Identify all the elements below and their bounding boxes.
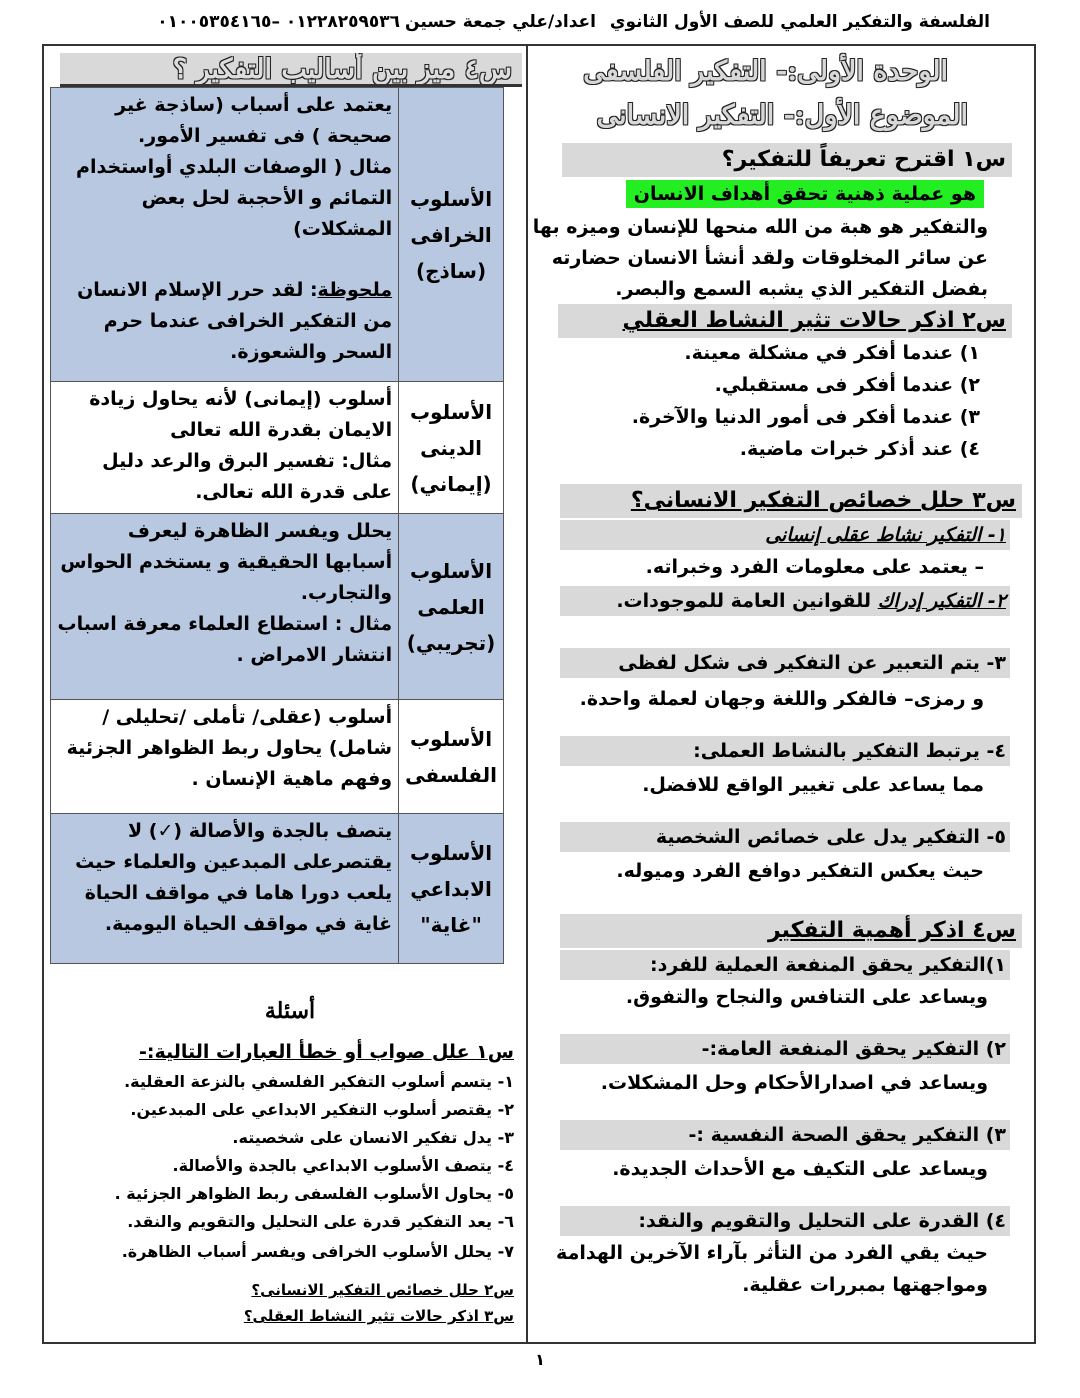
q3-item-1-detail: – يعتمد على معلومات الفرد وخبراته. <box>645 556 984 578</box>
q3-item-5-detail: حيث يعكس التفكير دوافع الفرد وميوله. <box>616 860 984 882</box>
q2-title: س٢ اذكر حالات تثير النشاط العقلي <box>558 304 1012 338</box>
method-name: الأسلوب الدينى (إيماني) <box>399 382 504 514</box>
questions-q1-title: س١ علل صواب أو خطأ العبارات التالية:- <box>139 1041 514 1063</box>
methods-table <box>50 87 504 964</box>
header-author: اعداد/علي جمعة حسين <box>405 12 596 32</box>
method-desc: أسلوب (عقلى/ تأملى /تحليلى / شامل) يحاول ربط الظواهر الجزئية وفهم ماهية الإنسان . <box>51 700 399 814</box>
q3-title: س٣ حلل خصائص التفكير الانسانى؟ <box>560 484 1022 518</box>
q1-line-1: والتفكير هو هبة من الله منحها للإنسان وميزه بها <box>532 216 988 238</box>
q2-item-2: ٢) عندما أفكر فى مستقبلي. <box>714 374 980 396</box>
method-name: الأسلوب العلمى (تجريبي) <box>399 514 504 700</box>
statement-4: ٤- يتصف الأسلوب الابداعي بالجدة والأصالة. <box>172 1156 514 1175</box>
header-phones: ٠١٢٢٨٢٥٩٥٣٦ –٠١٠٠٥٣٥٤١٦٥ <box>157 12 400 32</box>
topic-title: الموضوع الأول:- التفكير الانسانى <box>596 100 968 131</box>
table-row <box>51 88 504 382</box>
q2-item-3: ٣) عندما أفكر فى أمور الدنيا والآخرة. <box>631 406 980 428</box>
q2-item-4: ٤) عند أذكر خبرات ماضية. <box>739 438 980 460</box>
q4-title: س٤ اذكر أهمية التفكير <box>560 914 1022 948</box>
questions-title: أسئلة <box>264 998 316 1024</box>
q1-line-3: بفضل التفكير الذي يشبه السمع والبصر. <box>615 278 988 300</box>
statement-3: ٣- يدل تفكير الانسان على شخصيته. <box>232 1128 514 1147</box>
q3-item-2: ٢- التفكير إدراك للقوانين العامة للموجودات. <box>560 586 1010 616</box>
q3-item-5: ٥- التفكير يدل على خصائص الشخصية <box>560 822 1010 852</box>
q1-title: س١ اقترح تعريفاً للتفكير؟ <box>562 143 1012 177</box>
column-divider <box>526 44 528 1344</box>
page-header <box>0 6 1080 40</box>
statement-7: ٧- يحلل الأسلوب الخرافى ويفسر أسباب الظاهرة. <box>121 1242 514 1261</box>
q3-item-3-detail: و رمزى– فالفكر واللغة وجهان لعملة واحدة. <box>579 688 984 710</box>
q3-item-3: ٣- يتم التعبير عن التفكير فى شكل لفظى <box>560 648 1010 678</box>
statement-1: ١- يتسم أسلوب التفكير الفلسفي بالنزعة العقلية. <box>124 1072 514 1091</box>
q4-point-3: ٣) التفكير يحقق الصحة النفسية :- <box>560 1120 1010 1150</box>
q4-point-4: ٤) القدرة على التحليل والتقويم والنقد: <box>560 1206 1010 1236</box>
table-row <box>51 382 504 514</box>
q4-point-2: ٢) التفكير يحقق المنفعة العامة:- <box>560 1034 1010 1064</box>
statement-2: ٢- يقتصر أسلوب التفكير الابداعي على المبدعين. <box>130 1100 514 1119</box>
method-desc: يعتمد على أسباب (ساذجة غير صحيحة ) فى تفسير الأمور. مثال ( الوصفات البلدي أواستخدام التمائم و الأحجبة لحل بعض المشكلات) ملحوظة: لقد حرر الإسلام الانسان من التفكير الخرافى عندما حرم السحر والشعوزة. <box>51 88 399 382</box>
q4-point-4-detail-2: ومواجهتها بمبررات عقلية. <box>742 1274 988 1296</box>
table-row <box>51 814 504 964</box>
questions-q2: س٢ حلل خصائص التفكير الانسانى؟ <box>251 1281 514 1299</box>
method-name: الأسلوب الخرافى (ساذج) <box>399 88 504 382</box>
method-desc: أسلوب (إيمانى) لأنه يحاول زيادة الايمان بقدرة الله تعالى مثال: تفسير البرق والرعد دليل على قدرة الله تعالى. <box>51 382 399 514</box>
q2-item-1: ١) عندما أفكر في مشكلة معينة. <box>684 342 980 364</box>
q3-item-4-detail: مما يساعد على تغيير الواقع للافضل. <box>642 774 984 796</box>
statement-6: ٦- يعد التفكير قدرة على التحليل والتقويم والنقد. <box>127 1212 514 1231</box>
header-subject: الفلسفة والتفكير العلمي <box>780 12 990 32</box>
method-name: الأسلوب الفلسفى <box>399 700 504 814</box>
page-number: ١ <box>535 1350 545 1369</box>
q4-point-4-detail-1: حيث يقي الفرد من التأثر بآراء الآخرين الهدامة <box>556 1242 988 1264</box>
table-row <box>51 514 504 700</box>
q1-definition: هو عملية ذهنية تحقق أهداف الانسان <box>626 180 984 208</box>
header-grade: للصف الأول الثانوي <box>609 12 774 32</box>
q3-item-1: ١- التفكير نشاط عقلى إنسانى <box>560 520 1010 550</box>
unit-title: الوحدة الأولى:- التفكير الفلسفى <box>583 56 948 87</box>
q4-point-1-detail: ويساعد على التنافس والنجاح والتفوق. <box>625 986 988 1008</box>
method-name: الأسلوب الابداعي "غاية" <box>399 814 504 964</box>
table-row <box>51 700 504 814</box>
q4-point-3-detail: ويساعد على التكيف مع الأحداث الجديدة. <box>612 1158 988 1180</box>
q4-point-1: ١)التفكير يحقق المنفعة العملية للفرد: <box>560 950 1010 980</box>
q3-item-4: ٤- يرتبط التفكير بالنشاط العملى: <box>560 736 1010 766</box>
method-desc: يتصف بالجدة والأصالة (✓) لا يقتصرعلى المبدعين والعلماء حيث يلعب دورا هاما في مواقف الحياة غاية في مواقف الحياة اليومية. <box>51 814 399 964</box>
q1-line-2: عن سائر المخلوقات ولقد أنشأ الانسان حضارته <box>551 247 988 269</box>
method-desc: يحلل ويفسر الظاهرة ليعرف أسبابها الحقيقية و يستخدم الحواس والتجارب. مثال : استطاع العلماء معرفة اسباب انتشار الامراض . <box>51 514 399 700</box>
statement-5: ٥- يحاول الأسلوب الفلسفى ربط الظواهر الجزئية . <box>114 1184 514 1203</box>
questions-q3: س٣ اذكر حالات تثير النشاط العقلى؟ <box>243 1307 514 1325</box>
q4-point-2-detail: ويساعد في اصدارالأحكام وحل المشكلات. <box>600 1072 988 1094</box>
methods-title: س٤ ميز بين أساليب التفكير ؟ <box>60 53 522 87</box>
